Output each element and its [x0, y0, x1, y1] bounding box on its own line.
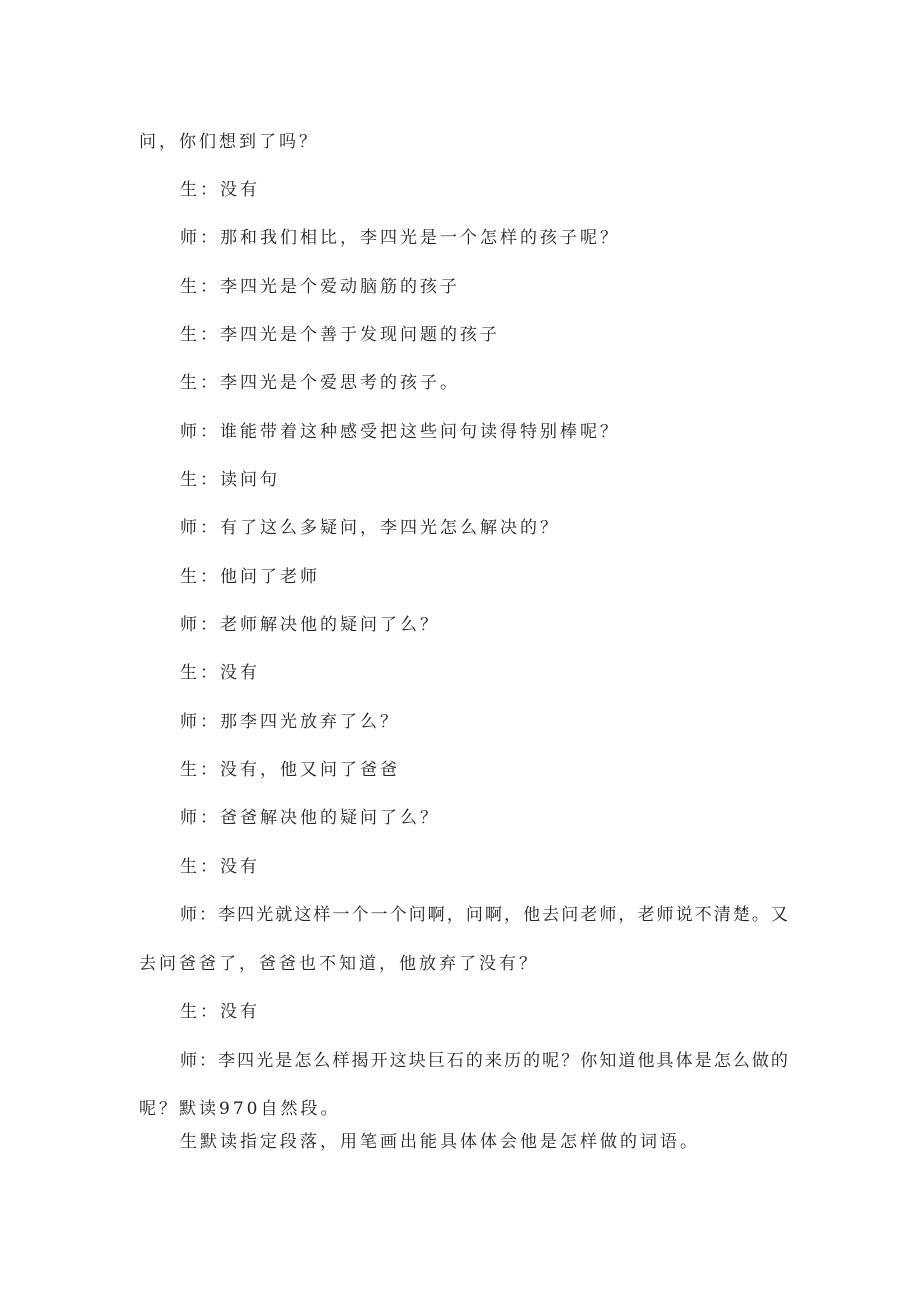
text-line: 生默读指定段落，用笔画出能具体体会他是怎样做的词语。	[180, 1132, 700, 1152]
text-line: 去问爸爸了，爸爸也不知道，他放弃了没有？	[139, 954, 539, 974]
text-line: 师：爸爸解决他的疑问了么？	[180, 808, 440, 828]
text-line: 呢？默读970自然段。	[139, 1099, 341, 1119]
text-line: 生：李四光是个爱思考的孩子。	[180, 373, 460, 393]
text-line: 师：那李四光放弃了么？	[180, 712, 400, 732]
text-line: 生：没有	[180, 857, 260, 877]
text-line: 师：有了这么多疑问，李四光怎么解决的？	[180, 518, 560, 538]
text-line: 师：李四光就这样一个一个问啊，问啊，他去问老师，老师说不清楚。又	[180, 905, 790, 925]
text-line: 师：谁能带着这种感受把这些问句读得特别棒呢？	[180, 422, 620, 442]
text-line: 生：没有，他又问了爸爸	[180, 760, 400, 780]
text-line: 生：没有	[180, 1002, 260, 1022]
text-line: 生：读问句	[180, 470, 280, 490]
text-line: 生：李四光是个爱动脑筋的孩子	[180, 277, 460, 297]
text-line: 生：李四光是个善于发现问题的孩子	[180, 325, 500, 345]
text-line: 生：没有	[180, 663, 260, 683]
text-line: 问，你们想到了吗？	[139, 132, 319, 152]
text-line: 师：那和我们相比，李四光是一个怎样的孩子呢？	[180, 228, 620, 248]
text-line: 生：他问了老师	[180, 567, 320, 587]
text-line: 生：没有	[180, 180, 260, 200]
text-line: 师：老师解决他的疑问了么？	[180, 615, 440, 635]
text-line: 师：李四光是怎么样揭开这块巨石的来历的呢？你知道他具体是怎么做的	[180, 1051, 790, 1071]
